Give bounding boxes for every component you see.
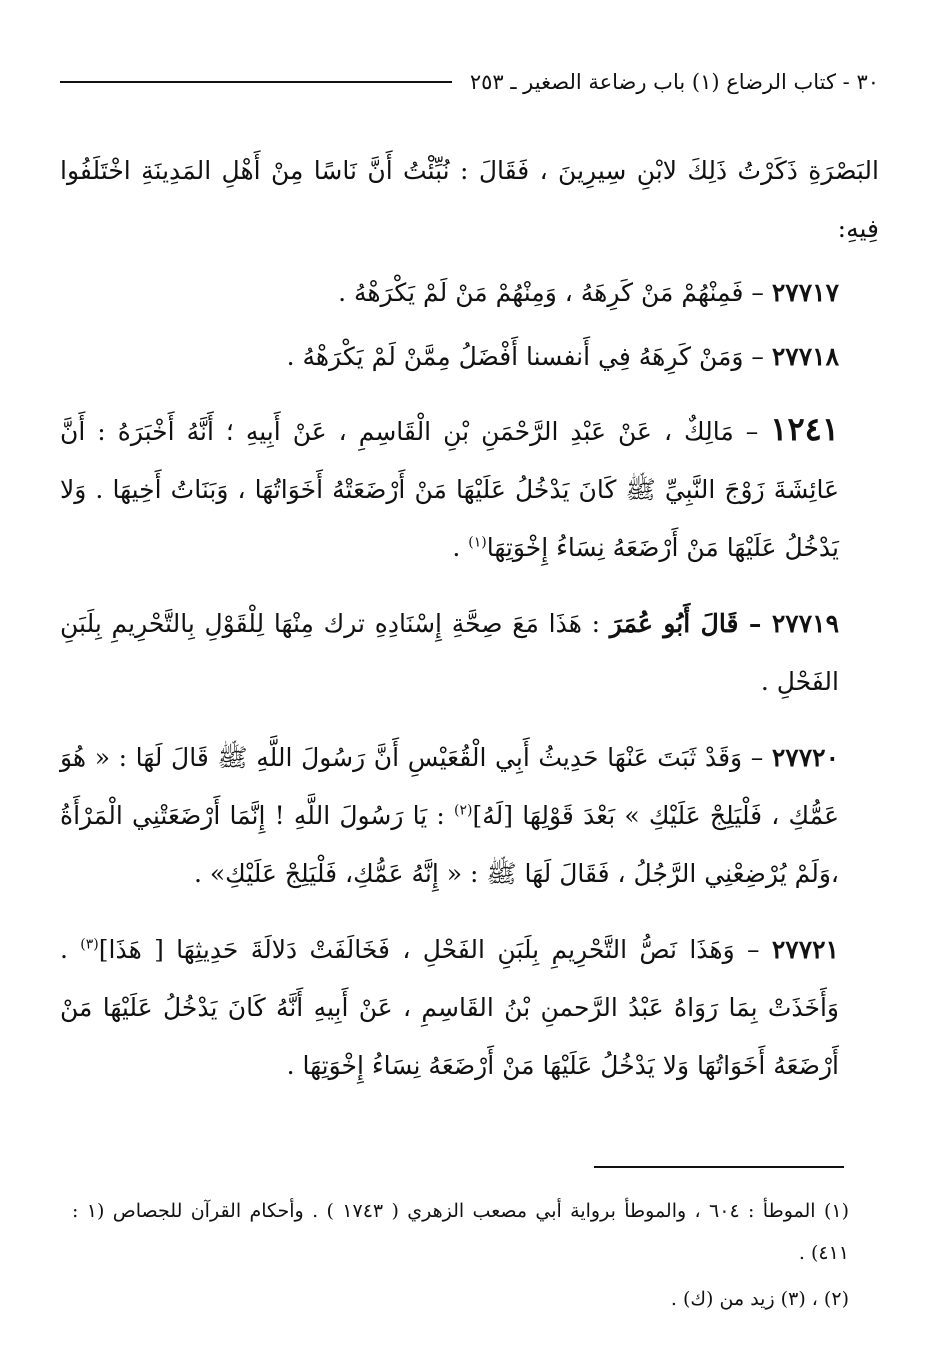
- header-title: ٣٠ - كتاب الرضاع (١) باب رضاعة الصغير ـ ٢٥٣: [469, 70, 879, 94]
- paragraph-text-cont: . وَأَخَذَتْ بِمَا رَوَاهُ عَبْدُ الرَّحمنِ بْنُ القَاسِمِ ، عَنْ أَبِيهِ أَنَّهُ كَانَ يَدْخُلُ عَلَيْهَا مَنْ أَرْضَعَهُ أَخَوَاتُهَا وَلا يَدْخُلُ عَلَيْهَا مَنْ أَرْضَعَهُ نِسَاءُ إِخْوَتِهَا .: [60, 935, 840, 1080]
- paragraph-text-cont: : يَا رَسُولَ اللَّهِ ! إِنَّمَا أَرْضَعَتْنِي الْمَرْأَةُ ،وَلَمْ يُرْضِعْنِي الرَّجُلُ ، فَقَالَ لَهَا ﷺ : « إِنَّهُ عَمُّكِ، فَلْيَلِجْ عَلَيْكِ» .: [60, 801, 839, 888]
- paragraph-text: – وَمَنْ كَرِهَهُ فِي أَنفسنا أَفْضَلُ مِمَّنْ لَمْ يَكْرَهْهُ .: [286, 342, 772, 371]
- paragraph-number: ٢٧٧٢٠: [771, 743, 839, 772]
- paragraph-text: : هَذَا مَعَ صِحَّةِ إِسْنَادِهِ ترك مِنْهَا لِلْقَوْلِ بِالتَّحْرِيمِ بِلَبَنِ الفَحْلِ .: [60, 609, 839, 696]
- paragraph-number: ٢٧٧١٧: [771, 278, 839, 307]
- running-header: [60, 62, 879, 102]
- paragraph-text: – مَالِكٌ ، عَنْ عَبْدِ الرَّحْمَنِ بْنِ الْقَاسِمِ ، عَنْ أَبِيهِ ؛ أَنَّهُ أَخْبَرَهُ : أَنَّ عَائِشَةَ زَوْجَ النَّبِيِّ ﷺ كَانَ يَدْخُلُ عَلَيْهَا مَنْ أَرْضَعَتْهُ أَخَوَاتُهَا ، وَبَنَاتُ أَخِيهَا . وَلا يَدْخُلُ عَلَيْهَا مَنْ أَرْضَعَهُ نِسَاءُ إِخْوَتِهَا: [60, 417, 839, 562]
- paragraph-number: ٢٧٧٢١: [771, 935, 839, 964]
- paragraph-text: – وَقَدْ ثَبَتَ عَنْهَا حَدِيثُ أَبِي الْقُعَيْسِ أَنَّ رَسُولَ اللَّهِ ﷺ قَالَ لَهَا : « هُوَ عَمُّكِ ، فَلْيَلِجْ عَلَيْكِ » بَعْدَ قَوْلِهَا [لَهُ]: [60, 743, 839, 830]
- paragraph-continuation: [60, 142, 879, 258]
- footnotes: [72, 1190, 849, 1320]
- footnote-1: (١) الموطأ : ٦٠٤ ، والموطأ برواية أبي مصعب الزهري ( ١٧٤٣ ) . وأحكام القرآن للجصاص (١ : ٤١١) .: [72, 1200, 850, 1264]
- hadith-number: ١٢٤١: [770, 410, 839, 448]
- paragraph-text: البَصْرَةِ ذَكَرْتُ ذَلِكَ لابْنِ سِيرِينَ ، فَقَالَ : نُبِّئْتُ أَنَّ نَاسًا مِنْ أَهْلِ المَدِينَةِ اخْتَلَفُوا فِيهِ:: [60, 156, 879, 243]
- paragraph-27719: [60, 595, 879, 711]
- main-text: [60, 142, 879, 1095]
- paragraph-text: – وَهَذَا نَصُّ التَّحْرِيمِ بِلَبَنِ الفَحْلِ ، فَخَالَفَتْ دَلالَةَ حَدِيثِهَا [ هَذَا]: [98, 935, 772, 964]
- footnote-ref-2[interactable]: (٢): [454, 802, 473, 819]
- speaker-lead: – قَالَ أَبُو عُمَرَ: [609, 609, 772, 638]
- paragraph-27720: [60, 729, 879, 903]
- footnote-2-3: (٢) ، (٣) زيد من (ك) .: [670, 1288, 849, 1310]
- footnote-ref-1[interactable]: (١): [468, 534, 487, 551]
- paragraph-end: .: [452, 533, 469, 562]
- paragraph-number: ٢٧٧١٨: [771, 342, 839, 371]
- header-rule: [60, 81, 452, 83]
- hadith-1241: [60, 400, 879, 577]
- footnote-ref-3[interactable]: (٣): [80, 936, 99, 953]
- paragraph-number: ٢٧٧١٩: [771, 609, 839, 638]
- paragraph-27717: [60, 264, 879, 322]
- paragraph-27718: [60, 328, 879, 386]
- paragraph-text: – فَمِنْهُمْ مَنْ كَرِهَهُ ، وَمِنْهُمْ مَنْ لَمْ يَكْرَهْهُ .: [338, 278, 772, 307]
- footnote-separator: [594, 1166, 844, 1168]
- paragraph-27721: [60, 921, 879, 1095]
